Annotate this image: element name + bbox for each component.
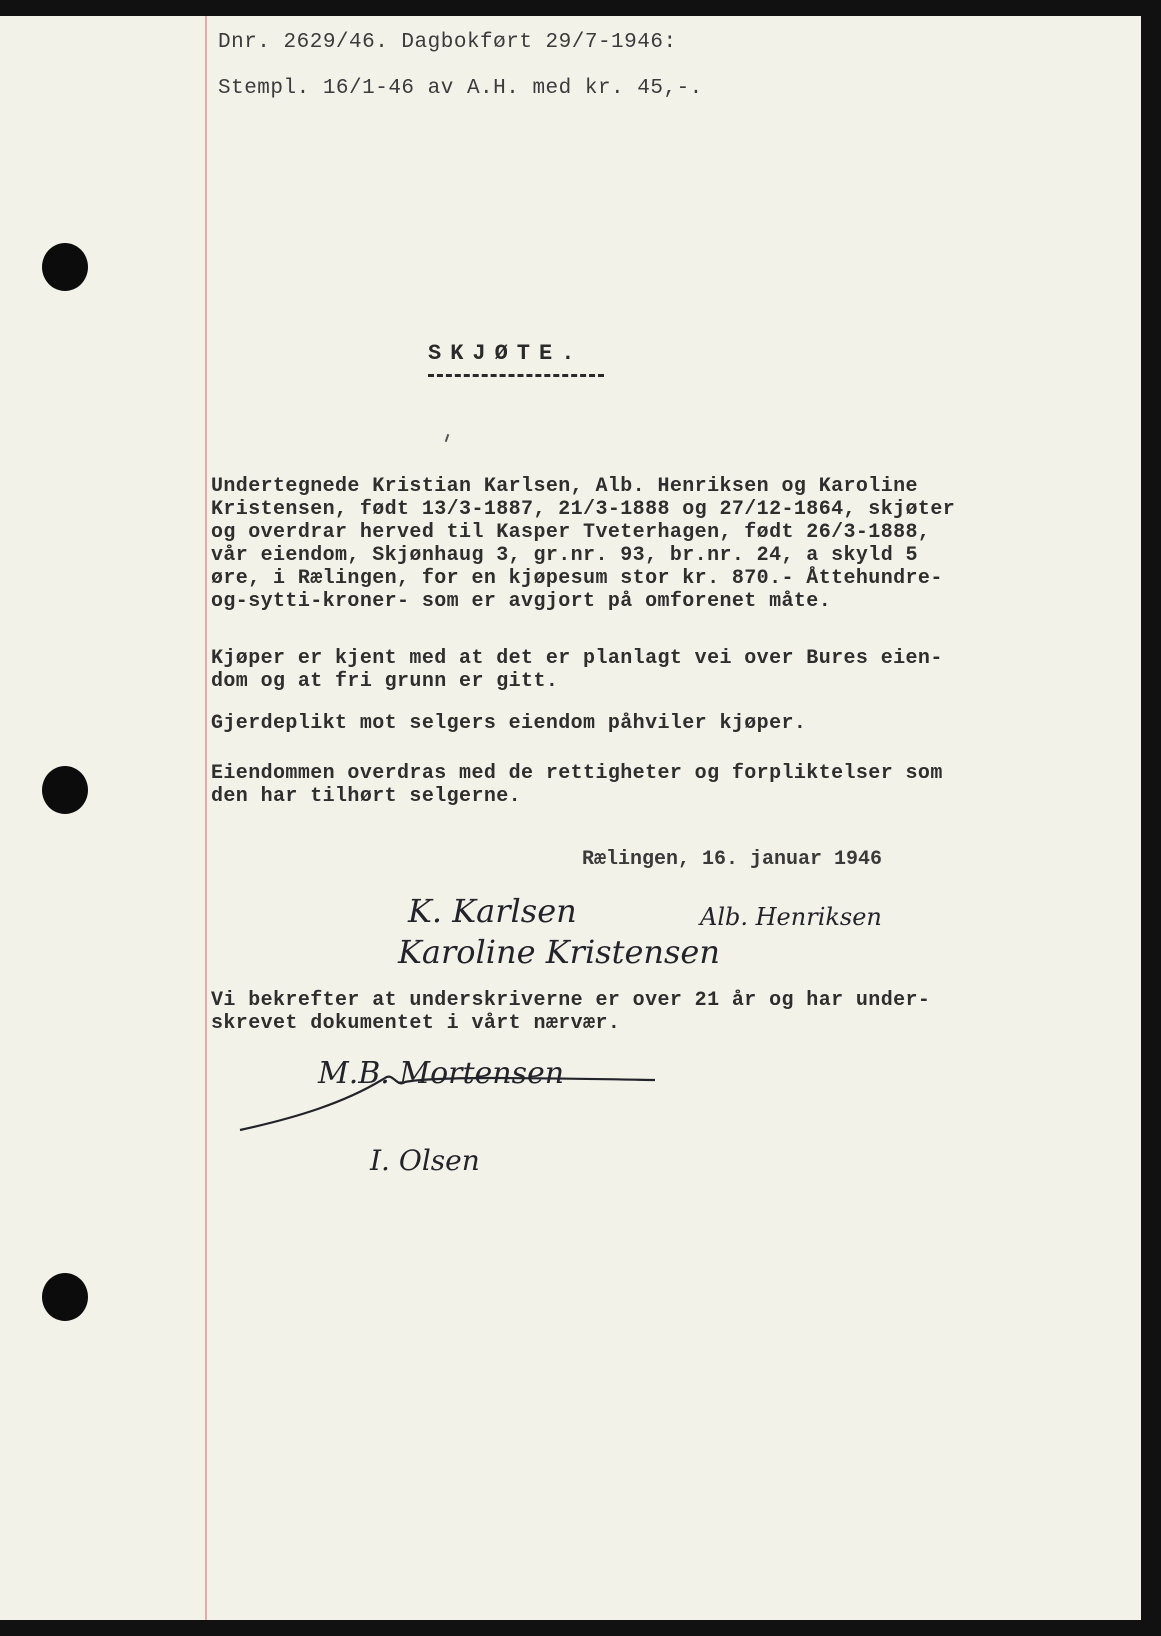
stamp-line: Stempl. 16/1-46 av A.H. med kr. 45,-.: [218, 77, 703, 100]
signature-karlsen: K. Karlsen: [408, 892, 577, 930]
stray-mark: [445, 434, 450, 442]
document-title: SKJØTE.: [428, 341, 584, 366]
witness-statement: Vi bekrefter at underskriverne er over 21 år og har under- skrevet dokumentet i vårt nærvær.: [211, 989, 931, 1035]
signature-henriksen: Alb. Henriksen: [700, 903, 882, 931]
registration-line: Dnr. 2629/46. Dagbokført 29/7-1946:: [218, 31, 677, 54]
place-date: Rælingen, 16. januar 1946: [582, 848, 883, 871]
witness-signature-olsen: I. Olsen: [370, 1144, 480, 1177]
punch-hole: [42, 1273, 88, 1321]
paragraph-road: Kjøper er kjent med at det er planlagt vei over Bures eien- dom og at fri grunn er gitt.: [211, 647, 943, 693]
signature-kristensen: Karoline Kristensen: [398, 933, 720, 971]
paragraph-fence: Gjerdeplikt mot selgers eiendom påhviler kjøper.: [211, 712, 807, 735]
title-underline: [428, 374, 604, 377]
witness-signature-mortensen: M.B. Mortensen: [318, 1056, 565, 1091]
document-page: [0, 16, 1141, 1620]
margin-line: [205, 16, 207, 1620]
paragraph-deed: Undertegnede Kristian Karlsen, Alb. Henriksen og Karoline Kristensen, født 13/3-1887, 21/3-1888 og 27/12-1864, skjøter og overdrar herved til Kasper Tveterhagen, født 26/3-1888, vår eiendom, Skjønhaug 3, gr.nr. 93, br.nr. 24, a skyld 5 øre, i Rælingen, for en kjøpesum stor kr. 870.- Åttehundre- og-sytti-kroner- som er avgjort på omforenet måte.: [211, 475, 956, 613]
punch-hole: [42, 243, 88, 291]
paragraph-rights: Eiendommen overdras med de rettigheter og forpliktelser som den har tilhørt selgerne.: [211, 762, 943, 808]
punch-hole: [42, 766, 88, 814]
